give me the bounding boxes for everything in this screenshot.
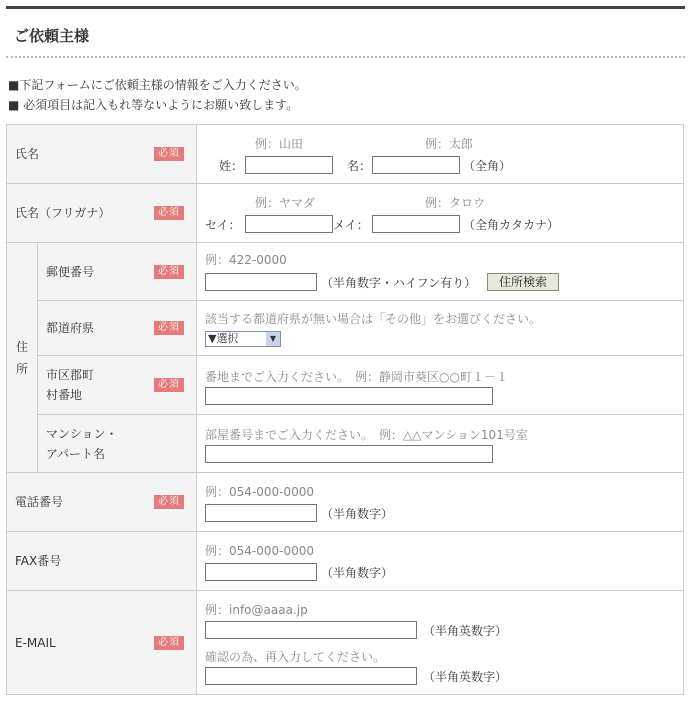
city-label-line-1: 市区郡町 <box>46 368 95 382</box>
name-last-example: 例：山田 <box>255 137 304 151</box>
city-address-input[interactable] <box>205 387 493 405</box>
fax-example: 例：054-000-0000 <box>205 544 315 558</box>
address-group-label <box>7 243 38 473</box>
furigana-last-example: 例：ヤマダ <box>255 196 316 210</box>
email-confirm-note: （半角英数字） <box>423 670 508 684</box>
email-confirm-input[interactable] <box>205 667 417 685</box>
field-cell-fax <box>197 532 684 591</box>
email-note: （半角英数字） <box>423 624 508 638</box>
required-badge: 必須 <box>154 636 184 650</box>
field-cell-city <box>197 356 684 415</box>
furigana-first-label: メイ： <box>333 218 369 232</box>
building-name-input[interactable] <box>205 445 493 463</box>
last-name-input[interactable] <box>245 156 333 174</box>
required-badge: 必須 <box>154 206 184 220</box>
fax-input[interactable] <box>205 563 317 581</box>
city-label <box>46 365 94 405</box>
label-cell-fax <box>7 532 197 591</box>
row-phone <box>7 473 684 532</box>
phone-note: （半角数字） <box>321 507 394 521</box>
field-cell-postal <box>197 243 684 301</box>
chevron-down-icon[interactable]: ▼ <box>266 332 280 346</box>
field-cell-building <box>197 415 684 473</box>
furigana-note: （全角カタカナ） <box>463 218 560 232</box>
building-label-line-2: アパート名 <box>46 446 106 461</box>
title-divider <box>6 56 685 58</box>
furigana-last-label: セイ： <box>205 218 241 232</box>
label-cell-name <box>7 125 197 184</box>
required-badge: 必須 <box>154 378 184 392</box>
address-search-button[interactable]: 住所検索 <box>487 273 559 291</box>
field-cell-phone <box>197 473 684 532</box>
field-cell-email <box>197 591 684 695</box>
first-name-input[interactable] <box>372 156 460 174</box>
furigana-label: 氏名（フリガナ） <box>15 206 111 220</box>
intro-line-2: ■ 必須項目は記入もれ等ないようにお願い致します。 <box>8 98 299 112</box>
required-badge: 必須 <box>154 321 184 335</box>
postal-code-input[interactable] <box>205 273 317 291</box>
furigana-first-example: 例：タロウ <box>425 196 486 210</box>
row-city <box>7 356 684 415</box>
address-label-char-1: 住 <box>15 339 28 354</box>
postal-note: （半角数字・ハイフン有り） <box>321 276 477 290</box>
city-hint: 番地までご入力ください。 例：静岡市葵区○○町１－１ <box>205 370 508 384</box>
name-first-label: 名： <box>347 159 372 173</box>
phone-label: 電話番号 <box>15 495 64 509</box>
email-confirm-hint: 確認の為、再入力してください。 <box>205 650 386 664</box>
field-cell-name <box>197 125 684 184</box>
label-cell-postal <box>38 243 197 301</box>
first-name-kana-input[interactable] <box>372 215 460 233</box>
name-note: （全角） <box>463 159 512 173</box>
label-cell-furigana <box>7 184 197 243</box>
phone-input[interactable] <box>205 504 317 522</box>
email-input[interactable] <box>205 621 417 639</box>
row-furigana <box>7 184 684 243</box>
row-email <box>7 591 684 695</box>
row-name <box>7 125 684 184</box>
phone-example: 例：054-000-0000 <box>205 485 315 499</box>
label-cell-building <box>38 415 197 473</box>
header-bar <box>6 6 685 9</box>
section-title: ご依頼主様 <box>14 27 90 45</box>
fax-note: （半角数字） <box>321 566 394 580</box>
required-badge: 必須 <box>154 495 184 509</box>
postal-example: 例：422-0000 <box>205 253 287 267</box>
name-last-label: 姓： <box>219 159 244 173</box>
building-label <box>46 424 117 464</box>
label-cell-city <box>38 356 197 415</box>
field-cell-furigana <box>197 184 684 243</box>
required-badge: 必須 <box>154 265 184 279</box>
required-badge: 必須 <box>154 147 184 161</box>
row-building <box>7 415 684 473</box>
prefecture-label: 都道府県 <box>46 321 95 335</box>
city-label-line-2: 村番地 <box>46 388 83 402</box>
last-name-kana-input[interactable] <box>245 215 333 233</box>
row-prefecture <box>7 301 684 356</box>
field-cell-prefecture <box>197 301 684 356</box>
prefecture-selected-value: ▼選択 <box>208 332 239 345</box>
label-cell-email <box>7 591 197 695</box>
email-label: E-MAIL <box>15 635 56 650</box>
label-cell-prefecture <box>38 301 197 356</box>
prefecture-hint: 該当する都道府県が無い場合は「その他」をお選びください。 <box>205 312 542 326</box>
prefecture-select[interactable] <box>205 331 281 347</box>
postal-label: 郵便番号 <box>46 264 95 279</box>
row-fax <box>7 532 684 591</box>
client-form <box>6 124 684 695</box>
name-label: 氏名 <box>15 147 40 161</box>
address-label-char-2: 所 <box>15 361 28 376</box>
label-cell-phone <box>7 473 197 532</box>
intro-line-1: ■下記フォームにご依頼主様の情報をご入力ください。 <box>8 78 307 92</box>
building-hint: 部屋番号までご入力ください。 例：△△マンション101号室 <box>205 428 528 442</box>
name-first-example: 例：太郎 <box>425 137 474 151</box>
email-example: 例：info@aaaa.jp <box>205 603 308 617</box>
row-postal <box>7 243 684 301</box>
building-label-line-1: マンション・ <box>46 426 118 441</box>
fax-label: FAX番号 <box>15 554 62 568</box>
